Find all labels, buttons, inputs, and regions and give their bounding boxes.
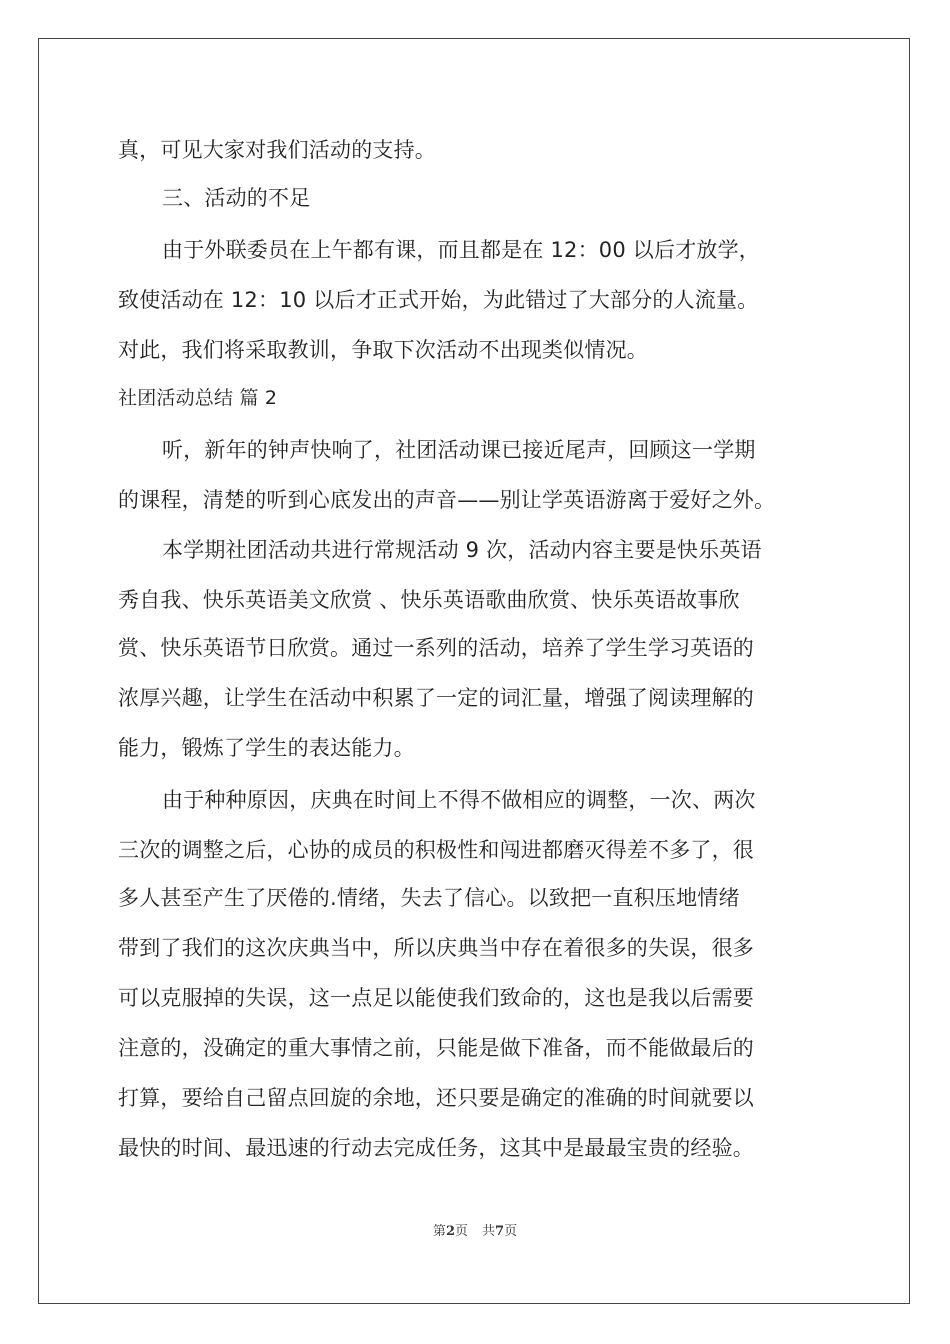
paragraph-line: 浓厚兴趣，让学生在活动中积累了一定的词汇量，增强了阅读理解的	[118, 686, 754, 710]
paragraph-line: 能力，锻炼了学生的表达能力。	[118, 736, 415, 760]
paragraph-line: 由于外联委员在上午都有课，而且都是在 12：00 以后才放学，	[162, 238, 760, 262]
paragraph-line: 可以克服掉的失误，这一点足以能使我们致命的，这也是我以后需要	[118, 986, 754, 1010]
paragraph-line: 致使活动在 12：10 以后才正式开始，为此错过了大部分的人流量。	[118, 288, 759, 312]
article-title: 社团活动总结 篇 2	[118, 387, 278, 409]
page-border	[38, 38, 910, 1304]
paragraph-line: 三次的调整之后，心协的成员的积极性和闯进都磨灭得差不多了，很	[118, 838, 754, 862]
page-footer	[0, 1220, 950, 1239]
paragraph-line: 听，新年的钟声快响了，社团活动课已接近尾声，回顾这一学期	[162, 438, 756, 462]
total-page-number: 7	[495, 1224, 505, 1239]
total-prefix: 共	[482, 1224, 496, 1239]
page-suffix: 页	[454, 1224, 468, 1239]
paragraph-line: 注意的，没确定的重大事情之前，只能是做下准备，而不能做最后的	[118, 1036, 754, 1060]
paragraph-line: 本学期社团活动共进行常规活动 9 次，活动内容主要是快乐英语	[162, 538, 762, 562]
paragraph-line: 打算，要给自己留点回旋的余地，还只要是确定的准确的时间就要以	[118, 1086, 754, 1110]
paragraph-line: 真，可见大家对我们活动的支持。	[118, 138, 436, 162]
section-heading: 三、活动的不足	[162, 186, 311, 210]
total-suffix: 页	[504, 1224, 518, 1239]
page-prefix: 第	[432, 1224, 446, 1239]
paragraph-line: 赏、快乐英语节日欣赏。通过一系列的活动，培养了学生学习英语的	[118, 636, 754, 660]
paragraph-line: 由于种种原因，庆典在时间上不得不做相应的调整，一次、两次	[162, 788, 756, 812]
paragraph-line: 对此，我们将采取教训，争取下次活动不出现类似情况。	[118, 338, 648, 362]
paragraph-line: 带到了我们的这次庆典当中，所以庆典当中存在着很多的失误，很多	[118, 936, 754, 960]
paragraph-line: 多人甚至产生了厌倦的.情绪，失去了信心。以致把一直积压地情绪	[118, 886, 740, 910]
paragraph-line: 秀自我、快乐英语美文欣赏 、快乐英语歌曲欣赏、快乐英语故事欣	[118, 588, 740, 612]
paragraph-line: 最快的时间、最迅速的行动去完成任务，这其中是最最宝贵的经验。	[118, 1136, 754, 1160]
paragraph-line: 的课程，清楚的听到心底发出的声音——别让学英语游离于爱好之外。	[118, 488, 776, 512]
current-page-number: 2	[445, 1224, 455, 1239]
